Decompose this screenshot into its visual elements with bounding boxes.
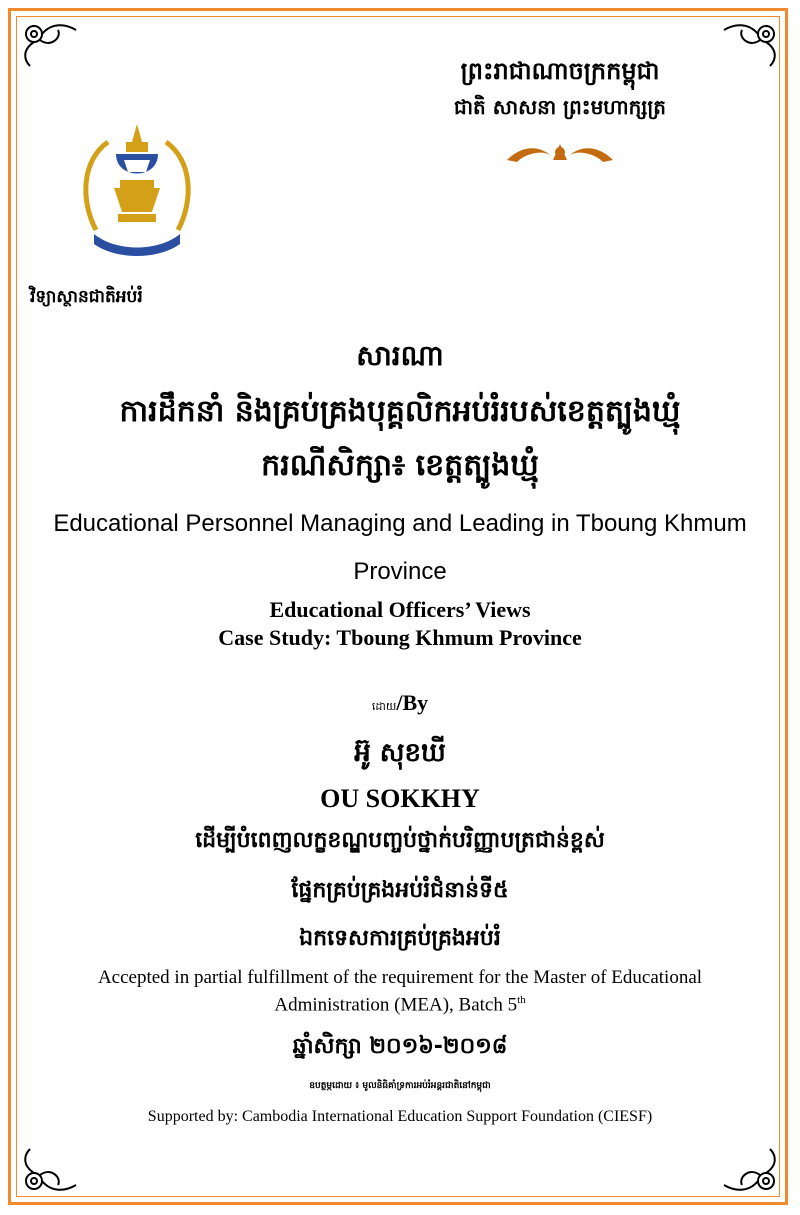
acceptance-line2	[50, 989, 750, 1016]
academic-year: ឆ្នាំសិក្សា ២០១៦-២០១៨	[292, 1034, 508, 1059]
corner-flourish-icon	[18, 1147, 80, 1197]
thesis-subtitle-line2: Case Study: Tboung Khmum Province	[218, 625, 582, 650]
corner-flourish-icon	[720, 1147, 782, 1197]
by-label-kh: ដោយ	[371, 700, 397, 713]
by-label-en: /By	[396, 690, 429, 715]
document-type: សារណា	[356, 339, 444, 372]
requirement-kh-line1: ដើម្បីបំពេញលក្ខខណ្ឌបញ្ចប់ថ្នាក់បរិញ្ញាបត្រជាន់ខ្ពស់	[195, 828, 605, 853]
acceptance-line2-text: Administration (MEA), Batch 5	[274, 994, 518, 1016]
author-name-en: OU SOKKHY	[320, 784, 480, 813]
kingdom-title: ព្រះរាជាណាចក្រកម្ពុជា	[460, 57, 660, 85]
thesis-title-kh-line1: ការដឹកនាំ និងគ្រប់គ្រងបុគ្គលិកអប់រំរបស់ខេត្តត្បូងឃ្មុំ	[119, 394, 681, 429]
acceptance-line1: Accepted in partial fulfillment of the requirement for the Master of Educational	[97, 967, 703, 988]
ornament-divider-icon	[505, 138, 615, 168]
support-statement-en: Supported by: Cambodia International Education Support Foundation (CIESF)	[147, 1108, 653, 1125]
support-statement-kh: ឧបត្ថម្ភដោយ ៖ មូលនិធិគាំទ្រការអប់រំអន្តរជាតិនៅកម្ពុជា	[309, 1081, 491, 1091]
institute-name: វិទ្យាស្ថានជាតិអប់រំ	[30, 287, 143, 307]
requirement-kh-line2: ផ្នែកគ្រប់គ្រងអប់រំជំនាន់ទី៥	[291, 878, 509, 903]
thesis-title-kh-line2: ករណីសិក្សា៖ ខេត្តត្បូងឃ្មុំ	[261, 448, 539, 483]
acceptance-statement	[50, 966, 750, 1016]
national-motto: ជាតិ សាសនា ព្រះមហាក្សត្រ	[454, 95, 666, 119]
by-label	[0, 690, 800, 716]
institute-emblem-icon	[76, 120, 198, 262]
batch-ordinal-suffix: th	[517, 994, 526, 1006]
thesis-title-en-line1: Educational Personnel Managing and Leading in Tboung Khmum	[53, 510, 747, 537]
requirement-kh-line3: ឯកទេសការគ្រប់គ្រងអប់រំ	[299, 926, 501, 951]
corner-flourish-icon	[18, 18, 80, 68]
thesis-title-en-line2: Province	[353, 558, 447, 585]
author-name-kh: អ៊ូ សុខឃី	[354, 738, 446, 768]
thesis-subtitle-line1: Educational Officers’ Views	[269, 597, 531, 622]
